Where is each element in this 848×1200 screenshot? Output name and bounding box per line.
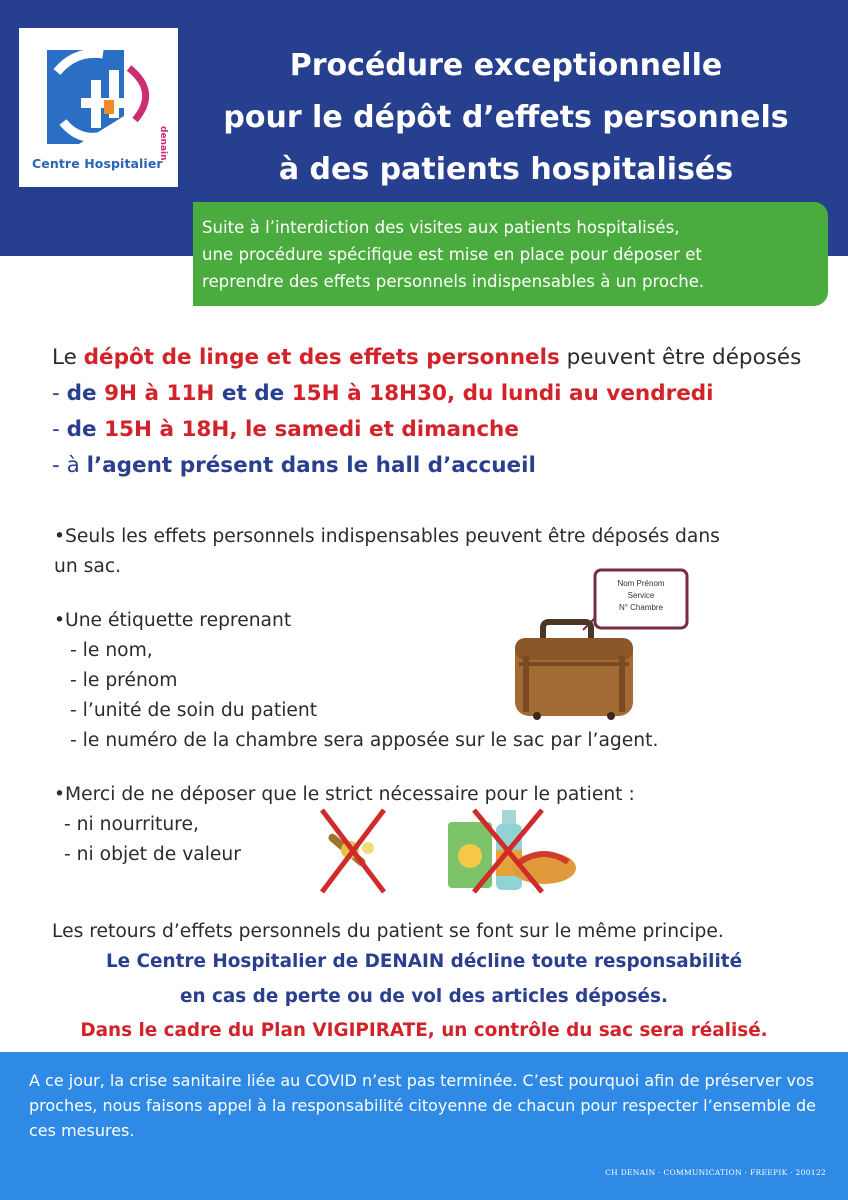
title-line-1: Procédure exceptionnelle (289, 48, 723, 83)
intro-line-1: Suite à l’interdiction des visites aux patients hospitalisés, (202, 218, 680, 237)
depot-hours: 15H à 18H30, du lundi au vendredi (291, 381, 714, 406)
depot-line-weekday (52, 376, 801, 412)
depot-hours: 15H à 18H, le samedi et dimanche (104, 417, 519, 442)
resp-line-2: en cas de perte ou de vol des articles déposés. (180, 985, 668, 1007)
resp-line-1: Le Centre Hospitalier de DENAIN décline toute responsabilité (105, 951, 743, 972)
list-item: - le nom, (70, 640, 153, 661)
bullet-text: un sac. (54, 556, 122, 577)
footer-band (0, 1052, 848, 1200)
hospital-logo (19, 28, 178, 187)
tag-line-1: Nom Prénom (617, 579, 665, 588)
responsibility-notice (0, 945, 848, 1049)
depot-text: et de (214, 381, 292, 406)
depot-line-1 (52, 340, 801, 376)
footer-line-2: proches, nous faisons appel à la responsabilité citoyenne de chacun pour respecter l’ensemble de (29, 1096, 816, 1115)
depot-text: de (66, 417, 105, 442)
forbidden-items-illustration (310, 806, 580, 902)
bullet-title: •Merci de ne déposer que le strict nécessaire pour le patient : (54, 784, 635, 805)
resp-line-3: Dans le cadre du Plan VIGIPIRATE, un contrôle du sac sera réalisé. (80, 1020, 768, 1041)
bag-illustration (507, 566, 697, 726)
intro-box (193, 202, 828, 306)
list-item: - ni objet de valeur (64, 844, 241, 865)
tag-line-2: Service (627, 591, 655, 600)
bullet-text: •Seuls les effets personnels indispensables peuvent être déposés dans (54, 526, 720, 547)
title-line-2: pour le dépôt d’effets personnels (223, 100, 789, 135)
forbidden-items-icon (310, 806, 580, 898)
page-title (196, 40, 816, 196)
suitcase-icon (507, 566, 697, 722)
depot-highlight: dépôt de linge et des effets personnels (83, 345, 560, 370)
credit-line: CH DENAIN · COMMUNICATION · FREEPIK · 200122 (605, 1168, 826, 1177)
depot-text: de (66, 381, 105, 406)
depot-hours: 9H à 11H (104, 381, 215, 406)
tag-line-3: N° Chambre (618, 603, 664, 612)
depot-line-agent (52, 448, 801, 484)
footer-text (29, 1068, 829, 1143)
list-item: - ni nourriture, (64, 814, 199, 835)
footer-line-1: A ce jour, la crise sanitaire liée au COVID n’est pas terminée. C’est pourquoi afin de préserver vos (29, 1071, 815, 1090)
bullet-title: •Une étiquette reprenant (54, 610, 292, 631)
depot-agent: l’agent présent dans le hall d’accueil (86, 453, 536, 478)
list-item: - l’unité de soin du patient (70, 700, 318, 721)
intro-line-3: reprendre des effets personnels indispensables à un proche. (202, 272, 705, 291)
retours-text: Les retours d’effets personnels du patient se font sur le même principe. (52, 921, 724, 942)
depot-text: Le (52, 345, 84, 370)
depot-dash: - (52, 417, 67, 442)
list-item: - le numéro de la chambre sera apposée sur le sac par l’agent. (70, 730, 659, 751)
depot-schedule (52, 340, 801, 484)
logo-side-text: denain (158, 126, 168, 161)
depot-text: à (66, 453, 87, 478)
list-item: - le prénom (70, 670, 178, 691)
title-line-3: à des patients hospitalisés (278, 152, 734, 187)
footer-line-3: ces mesures. (29, 1121, 135, 1140)
depot-dash: - (52, 453, 67, 478)
intro-line-2: une procédure spécifique est mise en place pour déposer et (202, 245, 702, 264)
depot-dash: - (52, 381, 67, 406)
depot-text: peuvent être déposés (559, 345, 802, 370)
logo-name: Centre Hospitalier (32, 156, 163, 171)
depot-line-weekend (52, 412, 801, 448)
